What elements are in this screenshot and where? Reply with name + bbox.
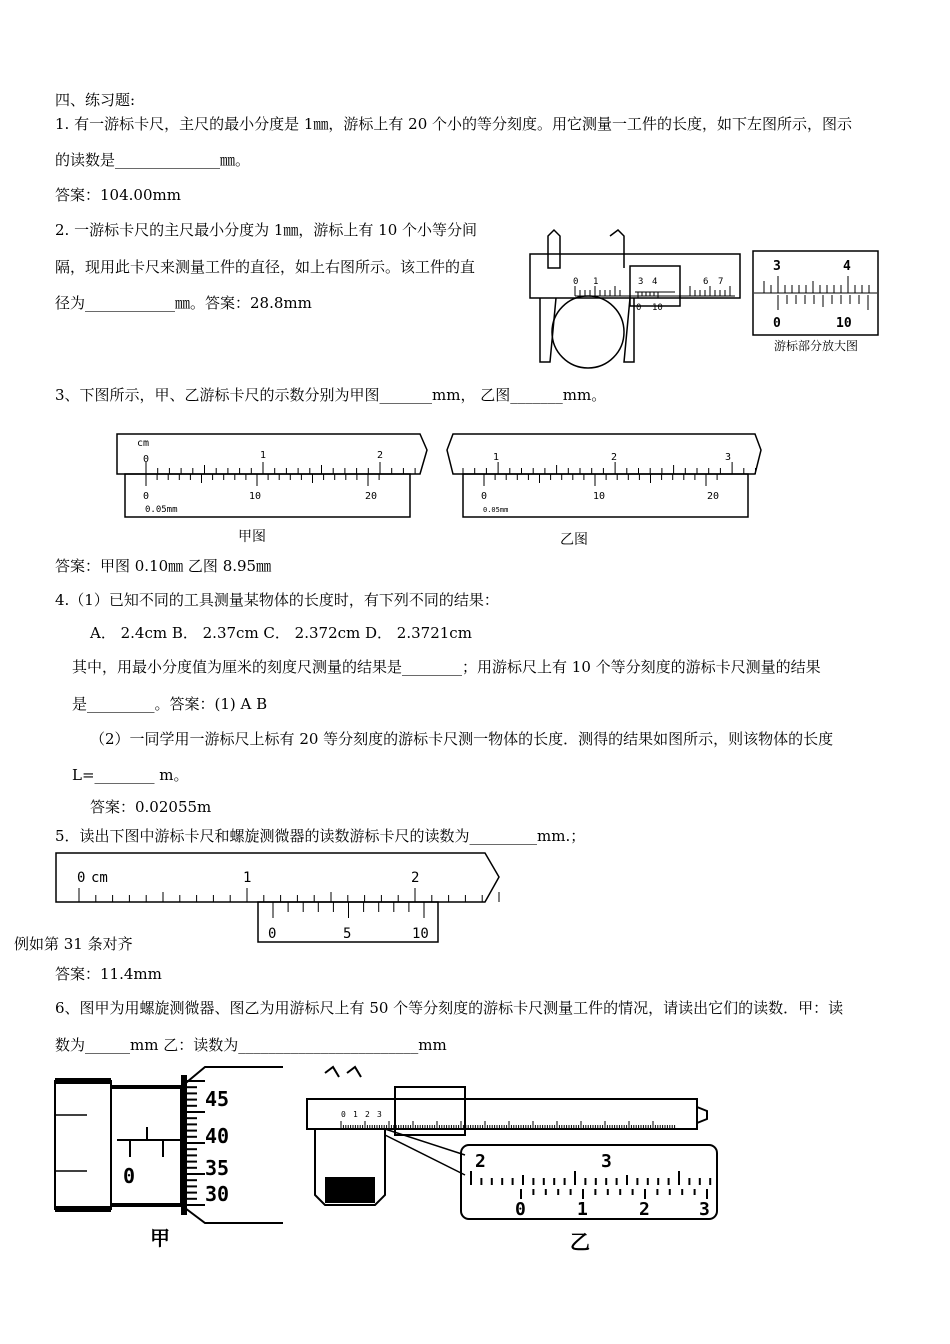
q3b-main-2: 2 [611, 452, 618, 463]
q5-note: 例如第 31 条对齐 [14, 935, 133, 953]
q2-inset-figure [752, 250, 882, 360]
q5-vernier-0: 0 [268, 926, 277, 942]
q4-line3: 其中，用最小分度值为厘米的刻度尺测量的结果是________；用游标尺上有 10 个等分刻度的游标卡尺测量的结果 [72, 658, 821, 676]
q6-inset-vernier-0: 0 [515, 1199, 526, 1220]
q2-line1: 2. 一游标卡尺的主尺最小分度为 1㎜，游标上有 10 个小等分间 [55, 221, 478, 239]
q6-inset-vernier-1: 1 [577, 1199, 588, 1220]
q5-caliper-figure [55, 852, 505, 947]
q3b-main-1: 1 [493, 452, 500, 463]
q6-thimble-40: 40 [205, 1124, 230, 1148]
section-title: 四、练习题: [55, 91, 136, 109]
q3a-unit: cm [137, 438, 150, 449]
q3a-vernier-20: 20 [365, 491, 378, 502]
q6-inset-vernier-2: 2 [639, 1199, 650, 1220]
q1-line1: 1. 有一游标卡尺，主尺的最小分度是 1㎜，游标上有 20 个小的等分刻度。用它测量一工件的长度，如下左图所示，图示 [55, 115, 853, 133]
q4-answer: 答案：0.02055m [90, 798, 212, 816]
q6-micrometer-zero: 0 [123, 1164, 136, 1188]
q3b-vernier-10: 10 [593, 491, 606, 502]
q4-line4: 是_________。答案：(1) A B [72, 695, 268, 713]
q3-text: 3、下图所示，甲、乙游标卡尺的示数分别为甲图_______mm， 乙图_______mm。 [55, 386, 607, 404]
q3b-precision: 0.05mm [483, 506, 509, 514]
q3a-main-1: 1 [260, 450, 267, 461]
q2-caliper-main-label-1: 1 [593, 277, 599, 287]
q6-thimble-30: 30 [205, 1182, 230, 1206]
q2-caliper-main-label-6: 6 [703, 277, 709, 287]
q6-micrometer-figure [55, 1065, 285, 1225]
svg-text:0: 0 [341, 1110, 346, 1119]
q6-thimble-45: 45 [205, 1087, 230, 1111]
q5-main-2: 2 [411, 870, 420, 886]
q4-line6: L=________ m。 [72, 766, 189, 784]
q5-text: 5．读出下图中游标卡尺和螺旋测微器的读数游标卡尺的读数为_________mm.； [55, 827, 586, 845]
q3b-caption: 乙图 [560, 532, 588, 548]
q6-inset-main-3: 3 [601, 1151, 612, 1172]
q6-caption-a: 甲 [150, 1226, 170, 1250]
q3a-caption: 甲图 [238, 529, 266, 545]
q5-main-1: 1 [243, 870, 252, 886]
q2-caliper-vernier-label-10: 10 [652, 303, 663, 313]
q2-inset-main-3: 3 [773, 259, 781, 274]
q5-answer: 答案：11.4mm [55, 965, 162, 983]
q6-line1: 6、图甲为用螺旋测微器、图乙为用游标尺上有 50 个等分刻度的游标卡尺测量工件的情况，请读出它们的读数．甲：读 [55, 999, 844, 1017]
q4-options: A． 2.4cm B． 2.37cm C． 2.372cm D． 2.3721cm [90, 624, 472, 642]
q3a-precision: 0.05mm [145, 505, 178, 515]
q4-part2: （2）一同学用一游标尺上标有 20 等分刻度的游标卡尺测一物体的长度．测得的结果如图所示，则该物体的长度 [90, 730, 834, 748]
q1-answer: 答案：104.00mm [55, 186, 181, 204]
q3a-main-0: 0 [143, 454, 150, 465]
q6-thimble-35: 35 [205, 1156, 230, 1180]
q2-caliper-main-label-0: 0 [573, 277, 579, 287]
q5-vernier-10: 10 [412, 926, 429, 942]
q3b-vernier-0: 0 [481, 491, 488, 502]
q3a-vernier-0: 0 [143, 491, 150, 502]
q5-vernier-5: 5 [343, 926, 352, 942]
q6-caption-b: 乙 [570, 1230, 590, 1254]
q1-line2: 的读数是______________㎜。 [55, 151, 251, 169]
q5-main-0: 0 [77, 870, 86, 886]
q6-inset-main-2: 2 [475, 1151, 486, 1172]
q6-inset-vernier-3: 3 [699, 1199, 710, 1220]
q2-caliper-main-label-4: 4 [652, 277, 658, 287]
q2-inset-caption: 游标部分放大图 [774, 339, 859, 353]
svg-text:2: 2 [365, 1110, 370, 1119]
q3a-main-2: 2 [377, 450, 384, 461]
q5-unit: cm [91, 870, 108, 886]
q4-part1: 4.（1）已知不同的工具测量某物体的长度时，有下列不同的结果： [55, 591, 499, 609]
q3b-main-3: 3 [725, 452, 732, 463]
q3b-vernier-20: 20 [707, 491, 720, 502]
q3-fig-a [115, 432, 435, 522]
q2-line3: 径为____________㎜。答案：28.8mm [55, 294, 312, 312]
q3-answer: 答案：甲图 0.10㎜ 乙图 8.95㎜ [55, 557, 272, 575]
q3-fig-b [443, 432, 763, 522]
svg-text:3: 3 [377, 1110, 382, 1119]
q2-caliper-figure [520, 222, 750, 372]
q3a-vernier-10: 10 [249, 491, 262, 502]
q6-caliper-figure [295, 1065, 725, 1235]
q6-line2: 数为______mm 乙：读数为________________________mm [55, 1036, 447, 1054]
q2-caliper-vernier-label-0: 0 [636, 303, 642, 313]
q2-caliper-main-label-3: 3 [638, 277, 644, 287]
svg-text:1: 1 [353, 1110, 358, 1119]
q2-inset-vernier-10: 10 [836, 316, 852, 331]
q2-caliper-main-label-7: 7 [718, 277, 724, 287]
q2-line2: 隔，现用此卡尺来测量工件的直径，如上右图所示。该工件的直 [55, 258, 476, 276]
q2-inset-main-4: 4 [843, 259, 851, 274]
q2-inset-vernier-0: 0 [773, 316, 781, 331]
